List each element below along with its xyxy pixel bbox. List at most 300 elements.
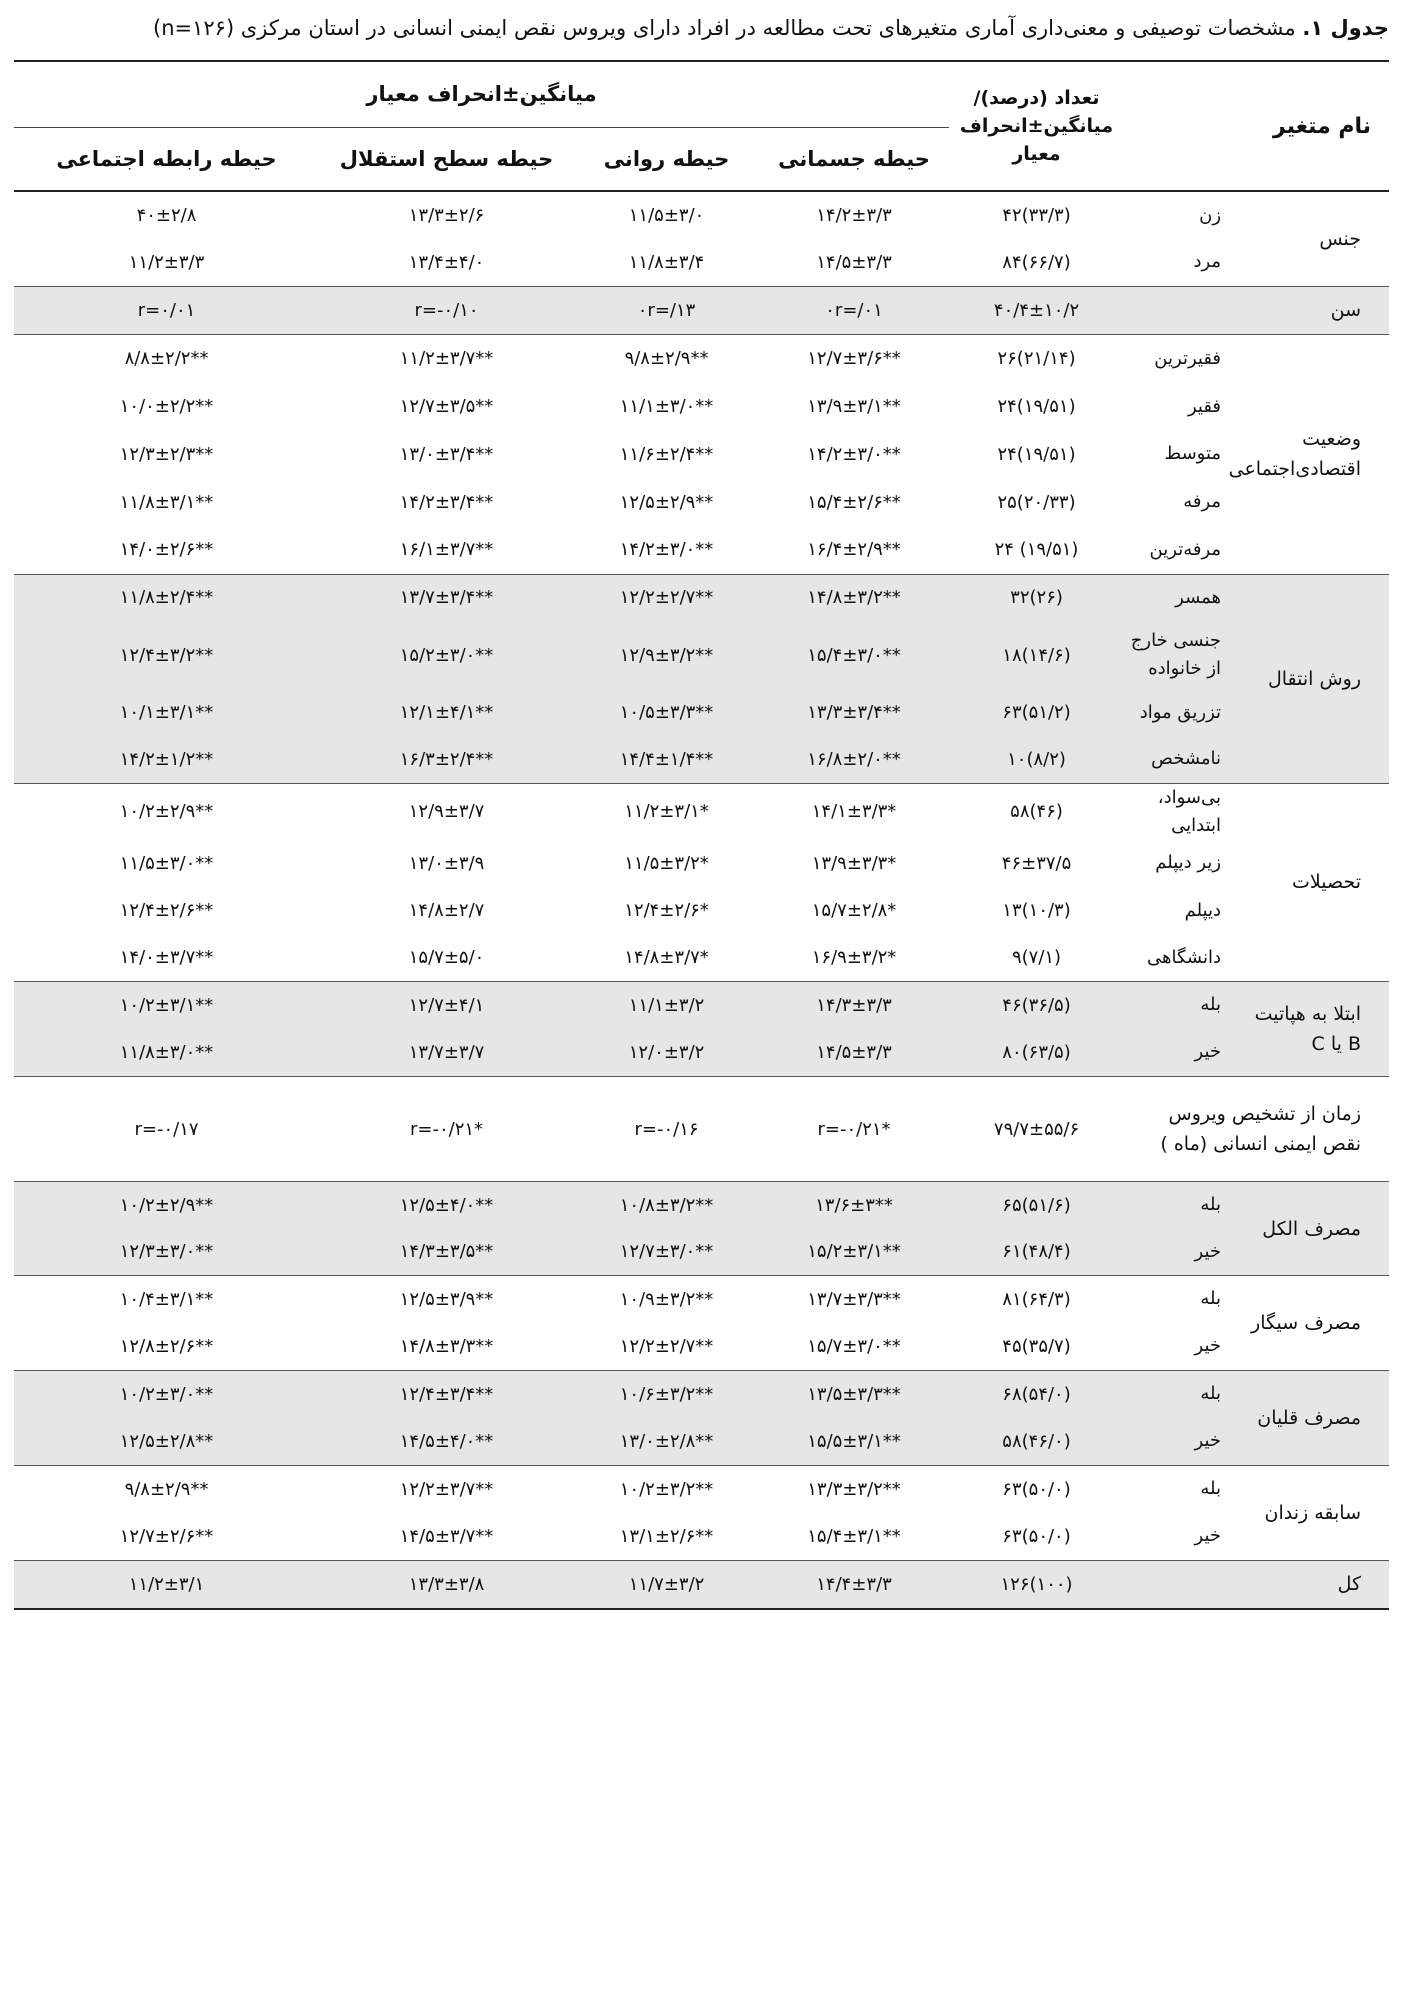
count-cell xyxy=(949,1418,1124,1466)
count-cell xyxy=(949,1182,1124,1229)
table-row xyxy=(14,1077,1389,1182)
subcategory: دانشگاهی xyxy=(1147,946,1222,968)
domain-value-cell xyxy=(319,982,574,1029)
count-value: ۱۲۶(۱۰۰) xyxy=(1000,1573,1073,1595)
domain-value: ۱۵/۵±۳/۱** xyxy=(807,1430,901,1452)
domain-value: ۱۴/۲±۳/۰** xyxy=(807,443,901,465)
count-cell xyxy=(949,334,1124,383)
count-cell xyxy=(949,1513,1124,1561)
domain-value-cell xyxy=(319,239,574,286)
count-cell xyxy=(949,191,1124,239)
domain-value-cell xyxy=(574,239,759,286)
domain-value: ۱۱/۲±۳/۷** xyxy=(399,348,494,370)
header-count-line1: تعداد (درصد)/ xyxy=(973,87,1100,109)
table-body xyxy=(14,191,1389,1609)
count-value: ۱۰(۸/۲) xyxy=(1007,748,1066,770)
domain-value-cell xyxy=(14,1077,319,1182)
table-row xyxy=(14,840,1389,887)
domain-value-cell xyxy=(14,1323,319,1371)
domain-value: ۱۰/۰±۲/۲** xyxy=(119,396,214,417)
domain-value: ۱۱/۱±۳/۲ xyxy=(628,994,705,1016)
domain-value-cell xyxy=(759,1323,949,1371)
header-domain-independence: حیطه سطح استقلال xyxy=(319,127,574,191)
domain-value: ۱۰/۲±۲/۹** xyxy=(119,801,214,822)
domain-value-cell xyxy=(319,736,574,783)
domain-value-cell xyxy=(319,334,574,383)
variable-name: سن xyxy=(1124,286,1389,334)
domain-value-cell xyxy=(319,526,574,574)
subcategory: خیر xyxy=(1124,1229,1239,1276)
domain-value-cell xyxy=(319,1323,574,1371)
domain-value: ۱۱/۱±۳/۰** xyxy=(619,396,714,417)
variable-name: کل xyxy=(1124,1561,1389,1609)
count-cell xyxy=(949,239,1124,286)
caption-label: جدول ۱. xyxy=(1302,16,1389,40)
count-cell xyxy=(949,1561,1124,1609)
domain-value: ۱۰/۸±۳/۲** xyxy=(619,1194,714,1216)
domain-value: ۱۶/۴±۲/۹** xyxy=(807,539,901,561)
header-count-line3: معیار xyxy=(1012,143,1061,165)
domain-value: ۱۵/۷±۵/۰ xyxy=(408,947,485,969)
count-cell xyxy=(949,982,1124,1029)
count-value: ۲۴(۱۹/۵۱) xyxy=(997,443,1076,465)
domain-value: ۱۴/۸±۳/۷* xyxy=(624,947,709,969)
domain-value-cell xyxy=(759,840,949,887)
subcategory: زیر دیپلم xyxy=(1155,852,1222,873)
domain-value-cell xyxy=(319,689,574,736)
header-count xyxy=(949,61,1124,191)
domain-value-cell xyxy=(759,574,949,621)
domain-value: ۱۵/۷±۲/۸* xyxy=(811,900,897,921)
count-cell xyxy=(949,286,1124,334)
table-row xyxy=(14,191,1389,239)
table-row xyxy=(14,1561,1389,1609)
domain-value: ۱۴/۰±۳/۷** xyxy=(119,947,214,969)
domain-value-cell xyxy=(759,689,949,736)
domain-value-cell xyxy=(14,783,319,840)
domain-value-cell xyxy=(319,1182,574,1229)
count-cell xyxy=(949,1229,1124,1276)
domain-value-cell xyxy=(319,478,574,526)
domain-value: ۱۶/۳±۲/۴** xyxy=(399,748,494,770)
domain-value-cell xyxy=(319,1418,574,1466)
count-cell xyxy=(949,935,1124,982)
domain-value-cell xyxy=(14,1229,319,1276)
header-domain-psychological: حیطه روانی xyxy=(574,127,759,191)
count-value: ۶۵(۵۱/۶) xyxy=(1002,1194,1071,1216)
table-row xyxy=(14,621,1389,689)
count-cell xyxy=(949,840,1124,887)
domain-value: ۸/۸±۲/۲** xyxy=(124,348,209,370)
domain-value: ۹/۸±۲/۹** xyxy=(624,348,709,370)
variable-name: سابقه زندان xyxy=(1239,1466,1389,1561)
count-cell xyxy=(949,1276,1124,1323)
domain-value-cell xyxy=(574,1029,759,1077)
domain-value: ۱۵/۴±۳/۰** xyxy=(807,644,901,666)
header-domain-physical: حیطه جسمانی xyxy=(759,127,949,191)
domain-value: ۱۴/۴±۱/۴** xyxy=(619,748,714,770)
domain-value: ۱۳/۰±۳/۹ xyxy=(408,852,485,874)
count-value: ۷۹/۷±۵۵/۶ xyxy=(993,1118,1080,1140)
domain-value: ۱۲/۴±۲/۶* xyxy=(624,900,709,921)
domain-value-cell xyxy=(14,191,319,239)
domain-value: ۱۲/۳±۳/۰** xyxy=(119,1241,214,1263)
domain-value: ۱۵/۴±۲/۶** xyxy=(807,491,901,513)
domain-value: ۱۴/۲±۳/۴** xyxy=(399,491,494,513)
domain-value-cell xyxy=(14,430,319,478)
domain-value: r=-۰/۲۱* xyxy=(410,1118,484,1140)
subcategory: خیر xyxy=(1124,1418,1239,1466)
count-cell xyxy=(949,1077,1124,1182)
domain-value-cell xyxy=(759,1029,949,1077)
domain-value: ۱۱/۲±۳/۱ xyxy=(128,1573,205,1595)
domain-value-cell xyxy=(319,935,574,982)
table-row xyxy=(14,430,1389,478)
domain-value-cell xyxy=(14,1513,319,1561)
table-row xyxy=(14,383,1389,430)
domain-value-cell xyxy=(14,1182,319,1229)
count-cell xyxy=(949,1029,1124,1077)
domain-value: ۱۱/۸±۳/۱** xyxy=(119,491,214,513)
domain-value-cell xyxy=(319,191,574,239)
variable-name: روش انتقال xyxy=(1239,574,1389,783)
domain-value: ۰r=/۱۳ xyxy=(637,299,696,321)
domain-value: ۱۰/۱±۳/۱** xyxy=(119,702,214,723)
domain-value-cell xyxy=(759,1276,949,1323)
domain-value-cell xyxy=(319,887,574,935)
domain-value: ۱۰/۵±۳/۳** xyxy=(619,702,714,723)
domain-value: ۱۶/۹±۳/۲* xyxy=(811,947,897,969)
domain-value-cell xyxy=(14,840,319,887)
domain-value: ۱۶/۱±۳/۷** xyxy=(399,539,494,561)
domain-value: ۱۱/۲±۳/۱* xyxy=(624,801,709,822)
domain-value: ۱۳/۷±۳/۴** xyxy=(399,587,494,609)
count-value: ۴۲(۳۳/۳) xyxy=(1002,205,1071,226)
domain-value: ۱۳/۴±۴/۰ xyxy=(408,251,485,273)
domain-value: ۱۲/۴±۳/۴** xyxy=(399,1383,494,1405)
domain-value: ۱۳/۳±۳/۸ xyxy=(408,1573,485,1595)
count-value: ۸۰(۶۳/۵) xyxy=(1002,1041,1071,1063)
domain-value-cell xyxy=(319,1077,574,1182)
count-value: ۶۱(۴۸/۴) xyxy=(1002,1241,1071,1263)
domain-value: ۱۴/۳±۳/۵** xyxy=(399,1241,494,1263)
domain-value-cell xyxy=(759,430,949,478)
header-count-line2: میانگین±انحراف xyxy=(959,115,1114,137)
count-value: ۶۳(۵۱/۲) xyxy=(1002,702,1071,723)
subcategory: بله xyxy=(1124,1371,1239,1418)
count-cell xyxy=(949,383,1124,430)
domain-value-cell xyxy=(319,1561,574,1609)
domain-value-cell xyxy=(759,526,949,574)
subcategory: بله xyxy=(1124,1276,1239,1323)
domain-value: ۱۴/۸±۲/۷ xyxy=(408,900,485,921)
domain-value-cell xyxy=(759,1466,949,1513)
table-row xyxy=(14,478,1389,526)
domain-value: r=۰/۰۱ xyxy=(137,299,196,321)
domain-value-cell xyxy=(574,1276,759,1323)
domain-value-cell xyxy=(319,1276,574,1323)
domain-value-cell xyxy=(759,191,949,239)
domain-value-cell xyxy=(574,334,759,383)
count-cell xyxy=(949,736,1124,783)
table-caption xyxy=(14,10,1389,46)
count-value: ۲۵(۲۰/۳۳) xyxy=(997,491,1076,513)
statistics-table xyxy=(14,60,1389,1610)
domain-value-cell xyxy=(759,621,949,689)
domain-value: ۱۰/۲±۳/۲** xyxy=(619,1478,714,1500)
domain-value-cell xyxy=(14,1561,319,1609)
domain-value-cell xyxy=(14,526,319,574)
domain-value: ۱۴/۲±۱/۲** xyxy=(119,748,214,770)
domain-value-cell xyxy=(574,736,759,783)
domain-value: ۱۰/۲±۲/۹** xyxy=(119,1194,214,1216)
subcategory: بی‌سواد، ابتدایی xyxy=(1124,783,1239,840)
domain-value-cell xyxy=(574,1371,759,1418)
domain-value: ۱۰/۲±۳/۰** xyxy=(119,1383,214,1405)
count-value: ۴۶(۳۶/۵) xyxy=(1002,994,1071,1016)
domain-value: ۱۲/۹±۳/۲** xyxy=(619,644,714,666)
caption-text: مشخصات توصیفی و معنی‌داری آماری متغیرهای تحت مطالعه در افراد دارای ویروس نقص ایمنی انسانی در استان مرکزی (n=۱۲۶) xyxy=(152,16,1303,40)
subcategory: زن xyxy=(1124,191,1239,239)
domain-value: ۱۲/۴±۲/۶** xyxy=(119,900,214,921)
domain-value: r=-۰/۱۷ xyxy=(134,1118,199,1140)
domain-value: ۱۲/۲±۳/۷** xyxy=(399,1478,494,1500)
domain-value: ۱۵/۷±۳/۰** xyxy=(807,1335,901,1357)
domain-value: ۱۳/۰±۲/۸** xyxy=(619,1430,714,1452)
subcategory: خیر xyxy=(1194,1335,1222,1357)
variable-name: مصرف سیگار xyxy=(1239,1276,1389,1371)
count-value: ۴۰/۴±۱۰/۲ xyxy=(993,299,1080,321)
domain-value: ۱۲/۷±۳/۵** xyxy=(399,396,494,417)
domain-value-cell xyxy=(574,840,759,887)
table-row xyxy=(14,1418,1389,1466)
count-value: ۸۴(۶۶/۷) xyxy=(1002,251,1071,273)
count-value: ۱۳(۱۰/۳) xyxy=(1002,900,1071,921)
table-row xyxy=(14,736,1389,783)
domain-value-cell xyxy=(14,574,319,621)
domain-value-cell xyxy=(574,621,759,689)
domain-value-cell xyxy=(14,334,319,383)
domain-value-cell xyxy=(574,935,759,982)
domain-value-cell xyxy=(759,1561,949,1609)
count-cell xyxy=(949,574,1124,621)
count-cell xyxy=(949,430,1124,478)
domain-value: ۱۱/۵±۳/۰ xyxy=(628,205,705,226)
domain-value: ۱۲/۵±۲/۸** xyxy=(119,1430,214,1452)
domain-value-cell xyxy=(574,286,759,334)
table-row xyxy=(14,1276,1389,1323)
subcategory: جنسی خارج از خانواده xyxy=(1124,621,1239,689)
domain-value-cell xyxy=(319,1466,574,1513)
domain-value: ۱۳/۷±۳/۷ xyxy=(408,1041,485,1063)
variable-name: ابتلا به هپاتیت B یا C xyxy=(1239,982,1389,1077)
count-cell xyxy=(949,1371,1124,1418)
domain-value: r=-۰/۱۶ xyxy=(634,1118,699,1140)
count-value: ۲۴(۱۹/۵۱) xyxy=(997,396,1076,417)
domain-value: ۱۱/۵±۳/۲* xyxy=(624,852,709,874)
domain-value: ۱۰/۴±۳/۱** xyxy=(119,1288,214,1310)
domain-value: ۱۱/۲±۳/۳ xyxy=(128,251,205,273)
domain-value: ۱۳/۹±۳/۳* xyxy=(811,852,897,874)
count-cell xyxy=(949,526,1124,574)
domain-value-cell xyxy=(574,887,759,935)
domain-value-cell xyxy=(574,982,759,1029)
domain-value: ۱۲/۱±۴/۱** xyxy=(399,702,494,723)
domain-value: ۱۰/۹±۳/۲** xyxy=(619,1288,714,1310)
domain-value-cell xyxy=(14,1371,319,1418)
domain-value-cell xyxy=(574,1561,759,1609)
domain-value-cell xyxy=(759,1371,949,1418)
domain-value-cell xyxy=(759,1513,949,1561)
domain-value-cell xyxy=(14,982,319,1029)
domain-value: ۱۴/۳±۳/۳ xyxy=(816,994,892,1016)
domain-value: ۱۴/۱±۳/۳* xyxy=(811,801,897,822)
domain-value-cell xyxy=(319,621,574,689)
domain-value-cell xyxy=(574,689,759,736)
domain-value: ۱۲/۵±۴/۰** xyxy=(399,1194,494,1216)
domain-value-cell xyxy=(319,1029,574,1077)
subcategory: دیپلم xyxy=(1184,899,1222,921)
domain-value: ۱۲/۹±۳/۷ xyxy=(408,801,485,822)
domain-value-cell xyxy=(319,783,574,840)
domain-value-cell xyxy=(319,840,574,887)
domain-value: ۱۳/۹±۳/۱** xyxy=(807,396,901,417)
header-mean-sd: میانگین±انحراف معیار xyxy=(14,61,949,127)
domain-value: ۱۴/۲±۳/۳ xyxy=(816,205,892,226)
variable-name: زمان از تشخیص ویروس نقص ایمنی انسانی (ماه ) xyxy=(1124,1077,1389,1182)
table-row xyxy=(14,526,1389,574)
domain-value-cell xyxy=(14,1418,319,1466)
subcategory: خیر xyxy=(1124,1029,1239,1077)
domain-value: ۱۳/۰±۳/۴** xyxy=(399,443,494,465)
domain-value: ۱۱/۸±۳/۰** xyxy=(119,1041,214,1063)
table-row xyxy=(14,783,1389,840)
domain-value: ۱۲/۸±۲/۶** xyxy=(119,1335,214,1357)
variable-name: جنس xyxy=(1239,191,1389,286)
domain-value: r=-۰/۱۰ xyxy=(414,299,479,321)
domain-value: ۱۴/۸±۳/۳** xyxy=(399,1335,494,1357)
domain-value-cell xyxy=(574,478,759,526)
domain-value-cell xyxy=(759,383,949,430)
domain-value: ۱۵/۴±۳/۱** xyxy=(807,1525,901,1547)
domain-value: ۱۴/۲±۳/۰** xyxy=(619,539,714,561)
domain-value-cell xyxy=(319,1513,574,1561)
table-row xyxy=(14,1182,1389,1229)
table-header xyxy=(14,61,1389,191)
domain-value-cell xyxy=(759,478,949,526)
table-row xyxy=(14,334,1389,383)
table-row xyxy=(14,574,1389,621)
domain-value-cell xyxy=(14,1029,319,1077)
domain-value-cell xyxy=(574,526,759,574)
count-cell xyxy=(949,887,1124,935)
domain-value: ۱۲/۲±۲/۷** xyxy=(619,587,714,609)
subcategory: مرفه‌ترین xyxy=(1149,538,1222,560)
variable-name: تحصیلات xyxy=(1239,783,1389,982)
count-cell xyxy=(949,621,1124,689)
domain-value-cell xyxy=(574,1323,759,1371)
domain-value-cell xyxy=(574,1182,759,1229)
domain-value: ۱۰/۲±۳/۱** xyxy=(119,994,214,1016)
domain-value-cell xyxy=(14,736,319,783)
domain-value: ۱۶/۸±۲/۰** xyxy=(807,748,901,770)
count-value: ۵۸(۴۶/۰) xyxy=(1002,1430,1071,1452)
subcategory: بله xyxy=(1124,1182,1239,1229)
subcategory: متوسط xyxy=(1164,443,1222,464)
subcategory: نامشخص xyxy=(1124,736,1239,783)
subcategory: فقیر xyxy=(1187,395,1222,417)
domain-value: ۱۴/۵±۳/۳ xyxy=(816,1041,892,1063)
table-row xyxy=(14,982,1389,1029)
domain-value-cell xyxy=(759,935,949,982)
table-row xyxy=(14,1323,1389,1371)
domain-value: ۱۲/۲±۲/۷** xyxy=(619,1335,714,1357)
count-value: ۵۸(۴۶) xyxy=(1010,801,1063,822)
domain-value: ۱۳/۶±۳** xyxy=(815,1194,893,1216)
domain-value: ۱۵/۲±۳/۱** xyxy=(807,1241,901,1263)
subcategory: بله xyxy=(1124,1466,1239,1513)
table-row xyxy=(14,239,1389,286)
variable-name: مصرف الکل xyxy=(1239,1182,1389,1276)
header-variable-name: نام متغیر xyxy=(1124,61,1389,191)
table-row xyxy=(14,1229,1389,1276)
domain-value: ۱۴/۴±۳/۳ xyxy=(816,1573,892,1595)
table-row xyxy=(14,887,1389,935)
table-row xyxy=(14,1371,1389,1418)
subcategory: فقیرترین xyxy=(1124,334,1239,383)
domain-value-cell xyxy=(14,621,319,689)
domain-value-cell xyxy=(14,689,319,736)
count-value: ۸۱(۶۴/۳) xyxy=(1002,1288,1071,1310)
domain-value-cell xyxy=(574,191,759,239)
count-cell xyxy=(949,689,1124,736)
domain-value: ۱۱/۸±۲/۴** xyxy=(119,587,214,609)
count-cell xyxy=(949,1466,1124,1513)
domain-value: ۱۲/۰±۳/۲ xyxy=(628,1041,705,1063)
table-row xyxy=(14,689,1389,736)
domain-value: ۱۴/۰±۲/۶** xyxy=(119,539,214,561)
subcategory: همسر xyxy=(1124,574,1239,621)
domain-value: ۱۲/۷±۲/۶** xyxy=(119,1525,214,1547)
domain-value-cell xyxy=(319,1229,574,1276)
domain-value: ۱۱/۶±۲/۴** xyxy=(619,443,714,465)
domain-value-cell xyxy=(574,1229,759,1276)
count-value: ۲۶(۲۱/۱۴) xyxy=(997,348,1076,370)
count-value: ۶۳(۵۰/۰) xyxy=(1002,1525,1071,1547)
count-value: ۴۵(۳۵/۷) xyxy=(1002,1335,1071,1357)
table-row xyxy=(14,1513,1389,1561)
domain-value-cell xyxy=(14,478,319,526)
variable-name: مصرف قلیان xyxy=(1239,1371,1389,1466)
domain-value-cell xyxy=(574,574,759,621)
table-row xyxy=(14,1466,1389,1513)
domain-value-cell xyxy=(759,1182,949,1229)
domain-value-cell xyxy=(319,574,574,621)
domain-value: ۱۳/۷±۳/۳** xyxy=(807,1288,901,1310)
domain-value-cell xyxy=(759,982,949,1029)
domain-value-cell xyxy=(759,286,949,334)
domain-value-cell xyxy=(319,286,574,334)
domain-value-cell xyxy=(574,1513,759,1561)
domain-value: ۱۲/۷±۳/۰** xyxy=(619,1241,714,1263)
domain-value: ۱۴/۵±۳/۷** xyxy=(399,1525,494,1547)
domain-value: ۱۵/۲±۳/۰** xyxy=(399,644,494,666)
domain-value: ۱۰/۶±۳/۲** xyxy=(619,1383,714,1405)
domain-value-cell xyxy=(319,1371,574,1418)
domain-value-cell xyxy=(14,286,319,334)
domain-value: ۱۲/۵±۳/۹** xyxy=(399,1288,494,1310)
count-value: ۶۳(۵۰/۰) xyxy=(1002,1478,1071,1500)
